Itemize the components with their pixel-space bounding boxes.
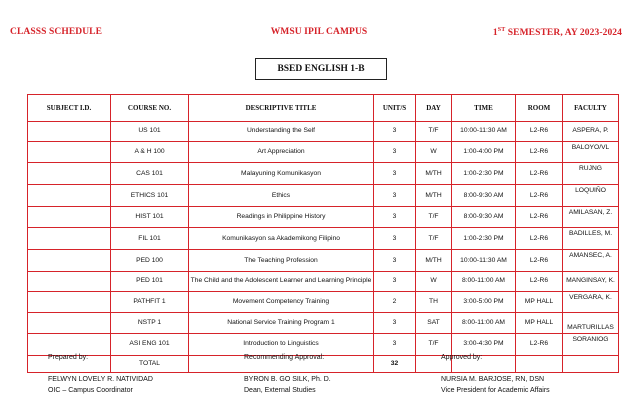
prepared-name: FELWYN LOVELY R. NATIVIDAD bbox=[48, 376, 153, 383]
cell-day: W bbox=[416, 141, 452, 163]
cell-faculty: MARTURILLAS bbox=[563, 313, 619, 334]
schedule-table bbox=[27, 94, 619, 373]
table-row bbox=[28, 313, 619, 334]
cell-day: TH bbox=[416, 291, 452, 313]
cell-descriptive-title: Readings in Philippine History bbox=[189, 206, 374, 228]
cell-course-no: ETHICS 101 bbox=[111, 185, 189, 207]
cell-course-no: US 101 bbox=[111, 122, 189, 142]
semester-number: 1 bbox=[492, 28, 498, 39]
cell-day: T/F bbox=[416, 206, 452, 228]
cell-time: 10:00-11:30 AM bbox=[452, 122, 516, 142]
cell-faculty: RUJNG bbox=[563, 163, 619, 185]
cell-faculty: LOQUIÑO bbox=[563, 185, 619, 207]
cell-room: L2-R6 bbox=[516, 271, 563, 291]
cell-subject-id bbox=[28, 185, 111, 207]
cell-descriptive-title: Ethics bbox=[189, 185, 374, 207]
cell-descriptive-title: Movement Competency Training bbox=[189, 291, 374, 313]
cell-subject-id bbox=[28, 206, 111, 228]
cell-room: L2-R6 bbox=[516, 206, 563, 228]
cell-subject-id bbox=[28, 291, 111, 313]
document-title: CLASSS SCHEDULE bbox=[10, 27, 103, 37]
cell-subject-id bbox=[28, 250, 111, 272]
table-row bbox=[28, 250, 619, 272]
cell-course-no: CAS 101 bbox=[111, 163, 189, 185]
cell-room: MP HALL bbox=[516, 291, 563, 313]
cell-descriptive-title: The Child and the Adolescent Learner and Learning Principle bbox=[189, 271, 374, 291]
prepared-block bbox=[48, 352, 153, 396]
cell-faculty: SORANIOG bbox=[563, 333, 619, 355]
cell-time: 8:00-11:00 AM bbox=[452, 313, 516, 334]
cell-day: M/TH bbox=[416, 250, 452, 272]
cell-course-no: ASI ENG 101 bbox=[111, 333, 189, 355]
cell-course-no: HIST 101 bbox=[111, 206, 189, 228]
table-row bbox=[28, 206, 619, 228]
cell-units: 3 bbox=[374, 313, 416, 334]
cell-day: M/TH bbox=[416, 185, 452, 207]
cell-day: M/TH bbox=[416, 163, 452, 185]
cell-units: 3 bbox=[374, 185, 416, 207]
cell-descriptive-title: Understanding the Self bbox=[189, 122, 374, 142]
cell-room: L2-R6 bbox=[516, 141, 563, 163]
cell-day: W bbox=[416, 271, 452, 291]
cell-faculty: ASPERA, P. bbox=[563, 122, 619, 142]
cell-units: 3 bbox=[374, 163, 416, 185]
col-faculty: FACULTY bbox=[563, 95, 619, 122]
cell-units: 2 bbox=[374, 291, 416, 313]
cell-course-no: PED 100 bbox=[111, 250, 189, 272]
recommending-block bbox=[244, 352, 331, 396]
cell-room: MP HALL bbox=[516, 313, 563, 334]
recommending-label: Recommending Approval: bbox=[244, 354, 325, 361]
table-row bbox=[28, 122, 619, 142]
cell-time: 10:00-11:30 AM bbox=[452, 250, 516, 272]
cell-day: SAT bbox=[416, 313, 452, 334]
col-units: UNIT/S bbox=[374, 95, 416, 122]
table-row bbox=[28, 185, 619, 207]
cell-day: T/F bbox=[416, 228, 452, 250]
cell-subject-id bbox=[28, 228, 111, 250]
cell-subject-id bbox=[28, 122, 111, 142]
cell-faculty: MANGINSAY, K. bbox=[563, 271, 619, 291]
recommending-name: BYRON B. GO SILK, Ph. D. bbox=[244, 376, 331, 383]
cell-units: 3 bbox=[374, 228, 416, 250]
cell-time: 1:00-4:00 PM bbox=[452, 141, 516, 163]
cell-units: 3 bbox=[374, 122, 416, 142]
cell-course-no: FIL 101 bbox=[111, 228, 189, 250]
total-faculty bbox=[563, 355, 619, 372]
table-row bbox=[28, 271, 619, 291]
col-time: TIME bbox=[452, 95, 516, 122]
table-header-row bbox=[28, 95, 619, 122]
cell-time: 8:00-9:30 AM bbox=[452, 185, 516, 207]
cell-subject-id bbox=[28, 163, 111, 185]
cell-units: 3 bbox=[374, 141, 416, 163]
table-row bbox=[28, 228, 619, 250]
cell-time: 3:00-4:30 PM bbox=[452, 333, 516, 355]
table-row bbox=[28, 291, 619, 313]
cell-faculty: AMANSEC, A. bbox=[563, 250, 619, 272]
total-units: 32 bbox=[374, 355, 416, 372]
cell-subject-id bbox=[28, 271, 111, 291]
semester-ordinal: ST bbox=[497, 27, 506, 33]
cell-units: 3 bbox=[374, 250, 416, 272]
cell-descriptive-title: Malayuning Komunikasyon bbox=[189, 163, 374, 185]
prepared-label: Prepared by: bbox=[48, 354, 89, 361]
approved-label: Approved by: bbox=[441, 354, 483, 361]
col-course-no: COURSE NO. bbox=[111, 95, 189, 122]
col-subject-id: SUBJECT I.D. bbox=[28, 95, 111, 122]
table-row bbox=[28, 163, 619, 185]
cell-subject-id bbox=[28, 141, 111, 163]
cell-time: 1:00-2:30 PM bbox=[452, 228, 516, 250]
cell-faculty: BADILLES, M. bbox=[563, 228, 619, 250]
recommending-role: Dean, External Studies bbox=[244, 387, 316, 394]
cell-time: 8:00-11:00 AM bbox=[452, 271, 516, 291]
cell-course-no: A & H 100 bbox=[111, 141, 189, 163]
cell-descriptive-title: Introduction to Linguistics bbox=[189, 333, 374, 355]
semester-year: SEMESTER, AY 2023-2024 bbox=[505, 28, 622, 39]
cell-day: T/F bbox=[416, 333, 452, 355]
total-label: TOTAL bbox=[111, 355, 189, 372]
cell-course-no: PED 101 bbox=[111, 271, 189, 291]
cell-room: L2-R6 bbox=[516, 228, 563, 250]
cell-time: 1:00-2:30 PM bbox=[452, 163, 516, 185]
cell-faculty: AMILASAN, Z. bbox=[563, 206, 619, 228]
cell-faculty: VERGARA, K. bbox=[563, 291, 619, 313]
cell-units: 3 bbox=[374, 333, 416, 355]
approved-name: NURSIA M. BARJOSE, RN, DSN bbox=[441, 376, 545, 383]
cell-faculty: BALOYO/VL bbox=[563, 141, 619, 163]
cell-time: 3:00-5:00 PM bbox=[452, 291, 516, 313]
cell-room: L2-R6 bbox=[516, 333, 563, 355]
cell-descriptive-title: Komunikasyon sa Akademikong Filipino bbox=[189, 228, 374, 250]
col-room: ROOM bbox=[516, 95, 563, 122]
cell-descriptive-title: National Service Training Program 1 bbox=[189, 313, 374, 334]
cell-units: 3 bbox=[374, 271, 416, 291]
cell-descriptive-title: The Teaching Profession bbox=[189, 250, 374, 272]
cell-room: L2-R6 bbox=[516, 185, 563, 207]
col-descriptive-title: DESCRIPTIVE TITLE bbox=[189, 95, 374, 122]
cell-descriptive-title: Art Appreciation bbox=[189, 141, 374, 163]
cell-room: L2-R6 bbox=[516, 122, 563, 142]
campus-name: WMSU IPIL CAMPUS bbox=[270, 27, 368, 37]
cell-room: L2-R6 bbox=[516, 250, 563, 272]
cell-course-no: PATHFIT 1 bbox=[111, 291, 189, 313]
cell-day: T/F bbox=[416, 122, 452, 142]
cell-course-no: NSTP 1 bbox=[111, 313, 189, 334]
prepared-role: OIC – Campus Coordinator bbox=[48, 387, 133, 394]
col-day: DAY bbox=[416, 95, 452, 122]
semester-label bbox=[493, 27, 622, 38]
section-title: BSED ENGLISH 1-B bbox=[255, 58, 387, 80]
cell-room: L2-R6 bbox=[516, 163, 563, 185]
cell-time: 8:00-9:30 AM bbox=[452, 206, 516, 228]
approved-role: Vice President for Academic Affairs bbox=[441, 387, 550, 394]
approved-block bbox=[441, 352, 550, 396]
cell-units: 3 bbox=[374, 206, 416, 228]
table-row bbox=[28, 141, 619, 163]
cell-subject-id bbox=[28, 313, 111, 334]
